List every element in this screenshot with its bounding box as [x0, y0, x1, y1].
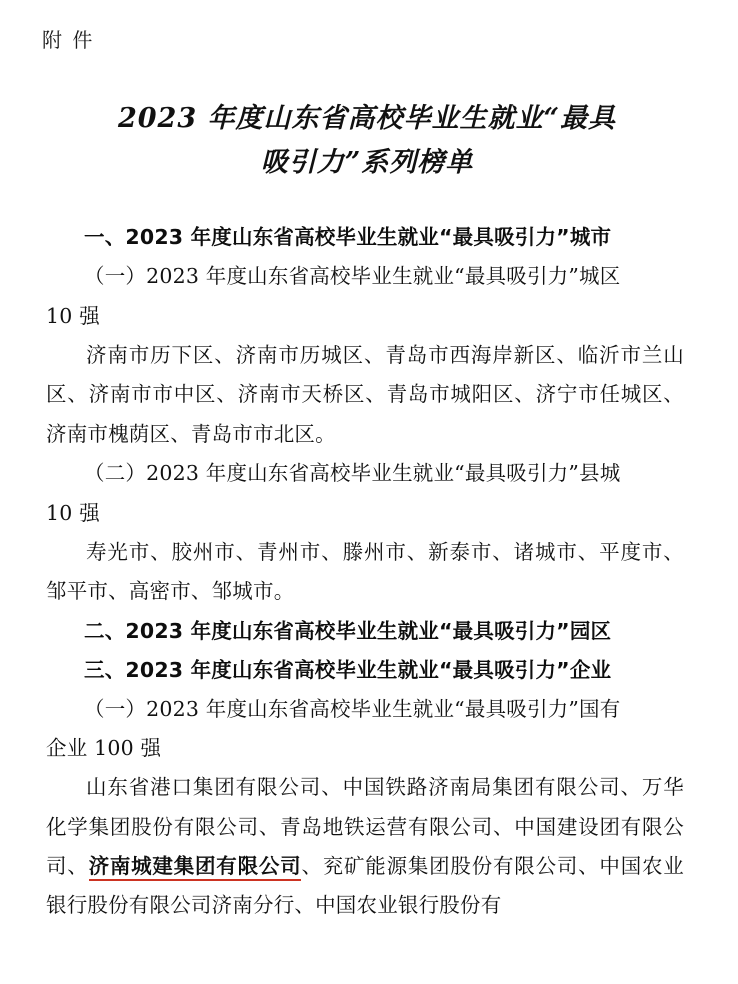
subsection-3-1: （一）2023 年度山东省高校毕业生就业“最具吸引力”国有 — [84, 696, 621, 721]
city-district-list: 济南市历下区、济南市历城区、青岛市西海岸新区、临沂市兰山区、济南市市中区、济南市天桥区、青岛市城阳区、济宁市任城区、济南市槐荫区、青岛市市北区。 — [46, 343, 684, 446]
page-title — [40, 97, 694, 184]
attachment-label: 附 件 — [42, 28, 95, 52]
state-enterprise-list — [46, 768, 684, 925]
subsection-1-1: （一）2023 年度山东省高校毕业生就业“最具吸引力”城区 — [84, 264, 621, 289]
section-heading-3: 三、2023 年度山东省高校毕业生就业“最具吸引力”企业 — [84, 657, 612, 682]
subsection-1-1-cont: 10 强 — [46, 303, 100, 328]
subsection-1-2-cont: 10 强 — [46, 500, 100, 525]
subsection-3-1-cont: 企业 100 强 — [46, 735, 162, 760]
section-heading-1: 一、2023 年度山东省高校毕业生就业“最具吸引力”城市 — [84, 225, 612, 250]
page-title-line-1: 2023 年度山东省高校毕业生就业“最具 — [117, 103, 617, 134]
page-title-line-2: 吸引力”系列榜单 — [260, 146, 474, 178]
section-heading-2: 二、2023 年度山东省高校毕业生就业“最具吸引力”园区 — [84, 618, 612, 643]
enterprise-text-before: 山东省港口集团有限公司、中国铁路济南局集团有限公司、万华化学集团股份有限公司、青岛地铁运营有限公司、中国建设团有限公司、 — [46, 775, 684, 878]
enterprise-text-after: 、兖矿能源集团股份有限公司、中国农业银行股份有限公司济南分行、中国农业银行股份有 — [46, 853, 684, 918]
county-list: 寿光市、胶州市、青州市、滕州市、新泰市、诸城市、平度市、邹平市、高密市、邹城市。 — [46, 539, 684, 604]
highlighted-company: 济南城建集团有限公司 — [89, 854, 302, 881]
subsection-1-2: （二）2023 年度山东省高校毕业生就业“最具吸引力”县城 — [84, 461, 621, 486]
document-body — [40, 218, 694, 925]
